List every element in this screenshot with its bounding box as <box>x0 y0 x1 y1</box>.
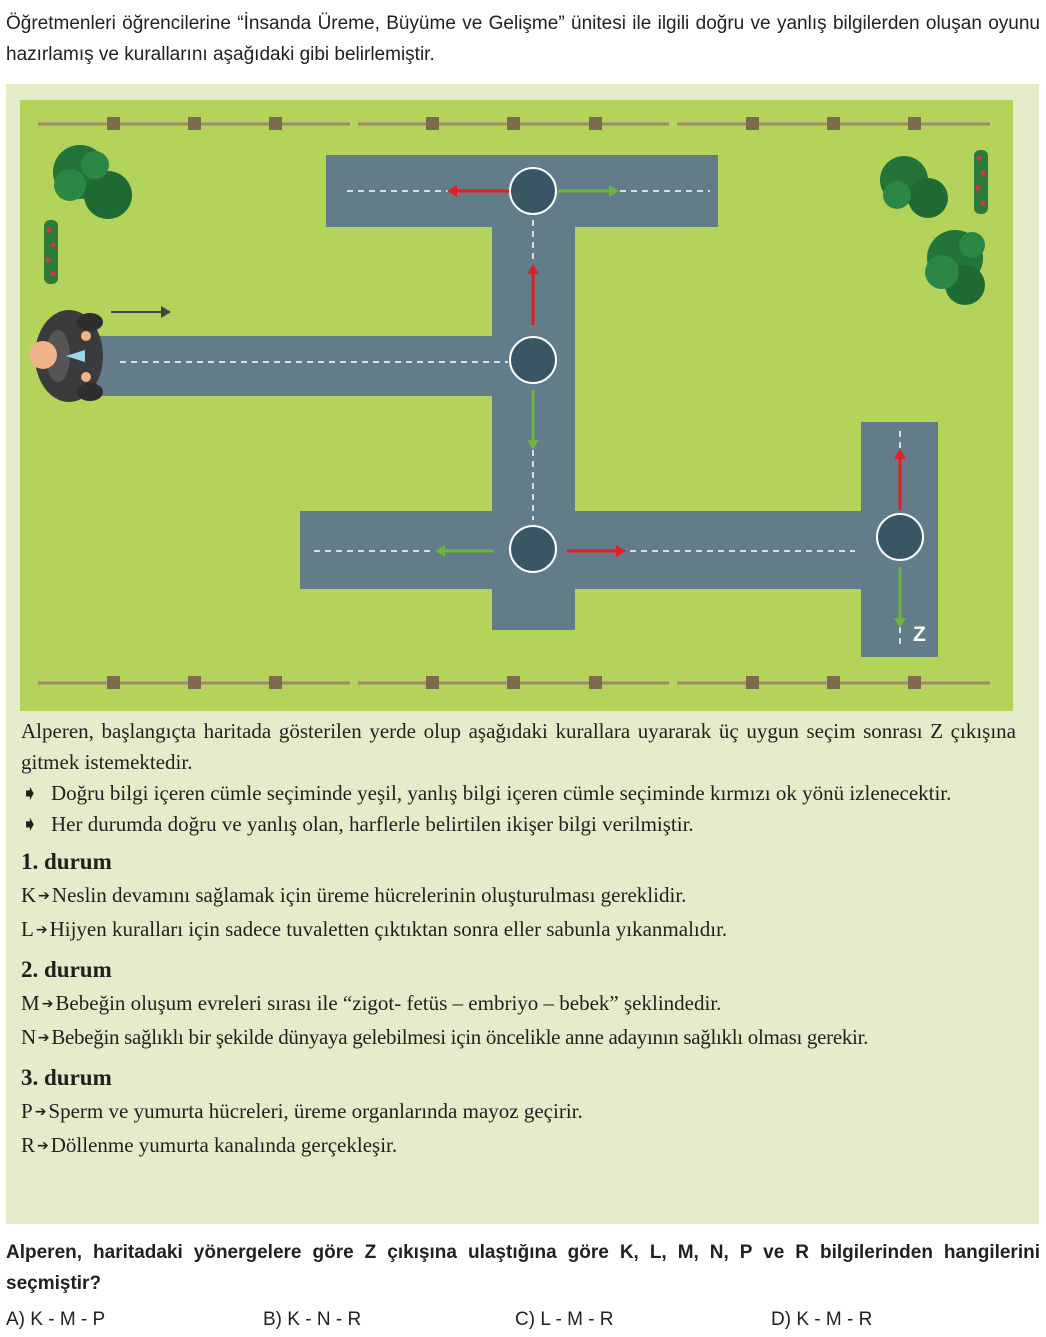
item-letter: M <box>21 991 40 1015</box>
junction-right <box>877 514 923 560</box>
option-label: A) <box>6 1309 25 1330</box>
rule-text: Doğru bilgi içeren cümle seçiminde yeşil, yanlış bilgi içeren cümle seçiminde kırmızı ok yönü izlenecektir. <box>51 781 952 805</box>
item-letter: K <box>21 883 37 907</box>
case-item <box>21 1022 1016 1056</box>
option-text: K - N - R <box>287 1309 362 1330</box>
tree-top-left <box>53 145 132 219</box>
exit-label-z: Z <box>913 623 926 646</box>
roads <box>82 155 938 657</box>
bullet-icon: ➧ <box>21 812 39 836</box>
item-letter: P <box>21 1099 33 1123</box>
rule-item <box>21 778 1016 809</box>
option-c[interactable] <box>515 1306 614 1334</box>
case-item <box>21 914 1016 948</box>
arrow-icon: ➔ <box>37 1138 49 1154</box>
start-direction-arrow <box>111 306 171 318</box>
option-d[interactable] <box>771 1306 872 1334</box>
option-text: L - M - R <box>540 1309 614 1330</box>
rule-item <box>21 809 1016 840</box>
item-text: Hijyen kuralları için sadece tuvaletten çıktıktan sonra eller sabunla yıkanmalıdır. <box>49 917 728 941</box>
option-label: B) <box>263 1309 282 1330</box>
tree-top-right <box>880 156 948 218</box>
case-item <box>21 880 1016 914</box>
junction-bottom <box>510 526 556 572</box>
junction-middle <box>510 337 556 383</box>
case-heading: 1. durum <box>21 849 112 874</box>
case-item <box>21 988 1016 1022</box>
arrow-icon: ➔ <box>37 1030 50 1046</box>
map-drawing <box>20 100 1013 711</box>
item-text: Döllenme yumurta kanalında gerçekleşir. <box>50 1133 398 1157</box>
question-text: Alperen, haritadaki yönergelere göre Z çıkışına ulaştığına göre K, L, M, N, P ve R bilgilerinden hangilerini seçmiştir? <box>6 1242 1040 1294</box>
game-map <box>20 100 1013 711</box>
option-text: K - M - P <box>30 1309 106 1330</box>
item-text: Neslin devamını sağlamak için üreme hücrelerinin oluşturulması gereklidir. <box>51 883 687 907</box>
case-item <box>21 1130 1016 1164</box>
rule-text: Her durumda doğru ve yanlış olan, harflerle belirtilen ikişer bilgi verilmiştir. <box>51 812 694 836</box>
arrow-icon: ➔ <box>41 996 54 1012</box>
person-alperen <box>29 310 103 402</box>
hedge-left <box>44 220 58 284</box>
item-text: Sperm ve yumurta hücreleri, üreme organlarında mayoz geçirir. <box>48 1099 583 1123</box>
item-letter: R <box>21 1133 36 1157</box>
game-rules <box>21 716 1016 1164</box>
option-label: D) <box>771 1309 792 1330</box>
item-letter: L <box>21 917 34 941</box>
hedge-right <box>974 150 988 214</box>
arrow-icon: ➔ <box>38 888 50 904</box>
item-letter: N <box>21 1025 36 1049</box>
option-label: C) <box>515 1309 536 1330</box>
case-heading: 2. durum <box>21 957 112 982</box>
bullet-icon: ➧ <box>21 781 39 805</box>
description-text: Alperen, başlangıçta haritada gösterilen yerde olup aşağıdaki kurallara uyararak üç uygun seçim sonrası Z çıkışına gitmek istemektedir. <box>21 719 1016 774</box>
option-b[interactable] <box>263 1306 361 1334</box>
case-item <box>21 1096 1016 1130</box>
tree-right <box>925 230 985 305</box>
item-text: Bebeğin oluşum evreleri sırası ile “zigot- fetüs – embriyo – bebek” şeklindedir. <box>55 991 722 1015</box>
junction-top <box>510 168 556 214</box>
item-text: Bebeğin sağlıklı bir şekilde dünyaya gelebilmesi için öncelikle anne adayının sağlıklı olması gerekir. <box>51 1025 869 1049</box>
case-heading: 3. durum <box>21 1065 112 1090</box>
option-text: K - M - R <box>796 1309 873 1330</box>
arrow-icon: ➔ <box>35 922 48 938</box>
option-a[interactable] <box>6 1306 105 1334</box>
intro-text: Öğretmenleri öğrencilerine “İnsanda Üreme, Büyüme ve Gelişme” ünitesi ile ilgili doğru ve yanlış bilgilerden oluşan oyunu hazırlamış ve kurallarını aşağıdaki gibi belirlemiştir. <box>6 13 1040 65</box>
arrow-icon: ➔ <box>34 1104 47 1120</box>
